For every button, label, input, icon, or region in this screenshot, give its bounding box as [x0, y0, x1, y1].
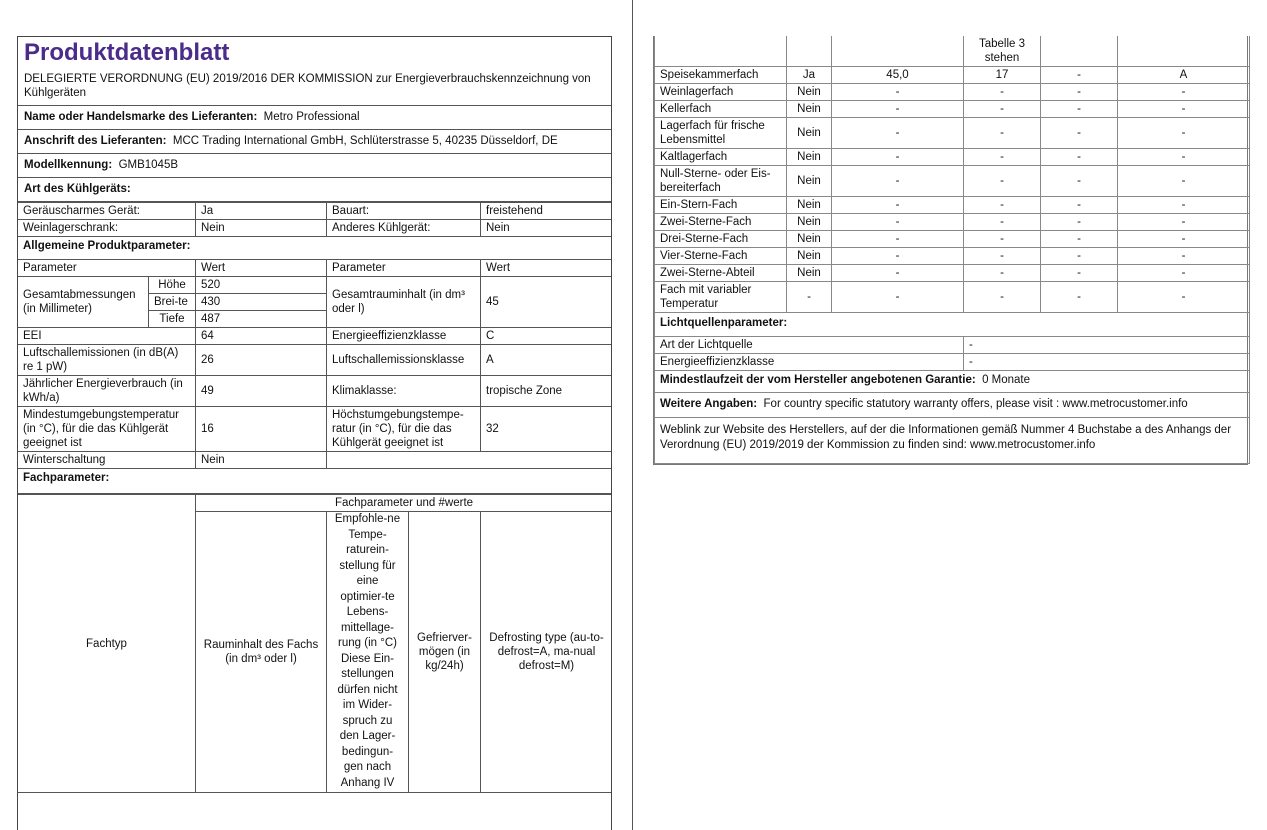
- compartment-temp: -: [964, 149, 1041, 166]
- compartment-temp: -: [964, 282, 1041, 313]
- supplier-label: Name oder Handelsmarke des Lieferanten:: [24, 111, 258, 123]
- compartment-flag: Nein: [787, 248, 832, 265]
- light-heading: Lichtquellenparameter:: [655, 313, 1250, 337]
- right-page: [653, 36, 1248, 465]
- rauminhalt-header: Rauminhalt des Fachs (in dm³ oder l): [196, 512, 327, 793]
- main-table: [17, 202, 612, 494]
- compartment-row: [655, 101, 1250, 118]
- compartment-row: [655, 67, 1250, 84]
- compartment-vol: -: [832, 101, 964, 118]
- compartment-flag: -: [787, 282, 832, 313]
- compartment-name: Weinlagerfach: [655, 84, 787, 101]
- compartment-flag: Nein: [787, 84, 832, 101]
- compartment-row: [655, 197, 1250, 214]
- address-value: MCC Trading International GmbH, Schlüterstrasse 5, 40235 Düsseldorf, DE: [172, 135, 558, 147]
- type-row-2: Weinlagerschrank: Nein Anderes Kühlgerät: Nein: [18, 220, 613, 237]
- compartment-temp: -: [964, 101, 1041, 118]
- compartment-rows: [655, 67, 1250, 313]
- compartment-gef: -: [1041, 101, 1118, 118]
- compartment-gef: -: [1041, 166, 1118, 197]
- gefrier-header: Gefrierver-mögen (in kg/24h): [409, 512, 481, 793]
- tiefe-value: 487: [196, 311, 327, 328]
- compartment-def: -: [1118, 214, 1250, 231]
- compartment-vol: -: [832, 282, 964, 313]
- further-info-row: Weitere Angaben: For country specific statutory warranty offers, please visit : www.metrocustomer.info: [655, 393, 1250, 418]
- light-row: Energieeffizienzklasse -: [655, 354, 1250, 371]
- compartment-name: Vier-Sterne-Fach: [655, 248, 787, 265]
- compartment-flag: Nein: [787, 118, 832, 149]
- compartment-def: -: [1118, 282, 1250, 313]
- continued-note: Tabelle 3 stehen: [964, 36, 1041, 67]
- compartment-vol: -: [832, 118, 964, 149]
- compartment-vol: -: [832, 166, 964, 197]
- model-label: Modellkennung:: [24, 159, 113, 171]
- compartment-group-header: Fachparameter und #werte: [196, 495, 613, 512]
- winter-row: Winterschaltung Nein: [18, 452, 613, 469]
- compartment-def: -: [1118, 231, 1250, 248]
- defrost-header: Defrosting type (au-to-defrost=A, ma-nual defrost=M): [481, 512, 613, 793]
- compartment-name: Kellerfach: [655, 101, 787, 118]
- compartment-temp: -: [964, 265, 1041, 282]
- compartment-vol: -: [832, 214, 964, 231]
- general-row: Luftschallemissionen (in dB(A) re 1 pW) 26 Luftschallemissionsklasse A: [18, 345, 613, 376]
- compartment-name: Drei-Sterne-Fach: [655, 231, 787, 248]
- weblink-row: [655, 418, 1250, 464]
- compartment-gef: -: [1041, 197, 1118, 214]
- type-heading: Art des Kühlgeräts:: [18, 178, 611, 202]
- compartment-name: Null-Sterne- oder Eis-bereiterfach: [655, 166, 787, 197]
- compartment-vol: -: [832, 231, 964, 248]
- compartment-name: Speisekammerfach: [655, 67, 787, 84]
- compartment-gef: -: [1041, 282, 1118, 313]
- compartment-def: -: [1118, 166, 1250, 197]
- compartment-gef: -: [1041, 214, 1118, 231]
- compartment-def: -: [1118, 101, 1250, 118]
- general-row: Mindestumgebungstemperatur (in °C), für die das Kühlgerät geeignet ist 16 Höchstumgebungstempe-ratur (in °C), für die das Kühlgerät geeignet ist 32: [18, 407, 613, 452]
- left-page: [17, 36, 612, 830]
- compartment-def: -: [1118, 149, 1250, 166]
- compartment-flag: Nein: [787, 166, 832, 197]
- compartment-gef: -: [1041, 67, 1118, 84]
- compartment-temp: 17: [964, 67, 1041, 84]
- supplier-row: [18, 106, 611, 130]
- continued-header-row: [655, 36, 1250, 67]
- dimension-breite-row: Brei-te 430: [18, 294, 613, 311]
- hoehe-value: 520: [196, 277, 327, 294]
- compartment-row: [655, 265, 1250, 282]
- compartment-gef: -: [1041, 265, 1118, 282]
- general-heading: Allgemeine Produktparameter:: [18, 237, 613, 260]
- compartment-vol: -: [832, 149, 964, 166]
- compartment-name: Zwei-Sterne-Abteil: [655, 265, 787, 282]
- general-row: EEI 64 Energieeffizienzklasse C: [18, 328, 613, 345]
- compartment-row: [655, 166, 1250, 197]
- compartment-values-table: [654, 36, 1250, 464]
- compartment-flag: Nein: [787, 197, 832, 214]
- compartment-heading: Fachparameter:: [18, 469, 613, 494]
- compartment-flag: Nein: [787, 149, 832, 166]
- temperature-header: Empfohle-ne Tempe-raturein-stellung für eine optimier-te Lebens-mittellage-rung (in °C) Diese Ein-stellungen dürfen nicht im Wider-spruch zu den Lager-bedingun-gen nach Anhang IV: [327, 512, 409, 793]
- dimensions-label: Gesamtabmessungen (in Millimeter): [18, 277, 149, 328]
- compartment-vol: -: [832, 248, 964, 265]
- compartment-vol: 45,0: [832, 67, 964, 84]
- type-row-1: Geräuscharmes Gerät: Ja Bauart: freistehend: [18, 203, 613, 220]
- compartment-def: A: [1118, 67, 1250, 84]
- compartment-def: -: [1118, 265, 1250, 282]
- compartment-def: -: [1118, 84, 1250, 101]
- warranty-row: Mindestlaufzeit der vom Hersteller angebotenen Garantie: 0 Monate: [655, 371, 1250, 393]
- compartment-vol: -: [832, 197, 964, 214]
- param-header-row: Parameter Wert Parameter Wert: [18, 260, 613, 277]
- compartment-flag: Nein: [787, 265, 832, 282]
- compartment-gef: -: [1041, 248, 1118, 265]
- fachtyp-header: Fachtyp: [18, 495, 196, 793]
- dimension-tiefe-row: Tiefe 487: [18, 311, 613, 328]
- compartment-flag: Nein: [787, 231, 832, 248]
- compartment-name: Fach mit variabler Temperatur: [655, 282, 787, 313]
- address-label: Anschrift des Lieferanten:: [24, 135, 167, 147]
- address-row: [18, 130, 611, 154]
- compartment-temp: -: [964, 166, 1041, 197]
- compartment-vol: -: [832, 265, 964, 282]
- compartment-flag: Nein: [787, 214, 832, 231]
- compartment-gef: -: [1041, 231, 1118, 248]
- compartment-vol: -: [832, 84, 964, 101]
- weblink-text: Weblink zur Website des Herstellers, auf der die Informationen gemäß Nummer 4 Buchstabe a des Anhangs der Verordnung (EU) 2019/2019 der Kommission zu finden sind: www.metrocustomer.info: [655, 418, 1250, 464]
- compartment-name: Zwei-Sterne-Fach: [655, 214, 787, 231]
- volume-label: Gesamtrauminhalt (in dm³ oder l): [327, 277, 481, 328]
- document-title: Produktdatenblatt: [24, 39, 230, 66]
- model-value: GMB1045B: [118, 159, 179, 171]
- compartment-row: [655, 118, 1250, 149]
- compartment-temp: -: [964, 84, 1041, 101]
- compartment-row: [655, 248, 1250, 265]
- general-row: Jährlicher Energieverbrauch (in kWh/a) 49 Klimaklasse: tropische Zone: [18, 376, 613, 407]
- compartment-temp: -: [964, 214, 1041, 231]
- breite-value: 430: [196, 294, 327, 311]
- light-row: Art der Lichtquelle -: [655, 337, 1250, 354]
- model-row: [18, 154, 611, 178]
- compartment-row: [655, 214, 1250, 231]
- compartment-row: [655, 231, 1250, 248]
- compartment-row: [655, 282, 1250, 313]
- compartment-name: Ein-Stern-Fach: [655, 197, 787, 214]
- compartment-row: [655, 84, 1250, 101]
- further-info-value: For country specific statutory warranty offers, please visit : www.metrocustomer.info: [763, 398, 1188, 410]
- compartment-def: -: [1118, 197, 1250, 214]
- dimension-hoehe-row: Gesamtabmessungen (in Millimeter) Höhe 520 Gesamtrauminhalt (in dm³ oder l) 45: [18, 277, 613, 294]
- compartment-gef: -: [1041, 84, 1118, 101]
- compartment-gef: -: [1041, 118, 1118, 149]
- compartment-table: [17, 494, 612, 793]
- compartment-temp: -: [964, 197, 1041, 214]
- compartment-temp: -: [964, 231, 1041, 248]
- compartment-def: -: [1118, 118, 1250, 149]
- compartment-def: -: [1118, 248, 1250, 265]
- compartment-gef: -: [1041, 149, 1118, 166]
- supplier-value: Metro Professional: [263, 111, 360, 123]
- compartment-row: [655, 149, 1250, 166]
- page-divider: [632, 0, 633, 830]
- compartment-name: Kaltlagerfach: [655, 149, 787, 166]
- compartment-temp: -: [964, 248, 1041, 265]
- compartment-flag: Ja: [787, 67, 832, 84]
- volume-value: 45: [481, 277, 613, 328]
- regulation-text: DELEGIERTE VERORDNUNG (EU) 2019/2016 DER KOMMISSION zur Energieverbrauchskennzeichnung von Kühlgeräten: [18, 68, 611, 106]
- compartment-name: Lagerfach für frische Lebensmittel: [655, 118, 787, 149]
- compartment-temp: -: [964, 118, 1041, 149]
- compartment-flag: Nein: [787, 101, 832, 118]
